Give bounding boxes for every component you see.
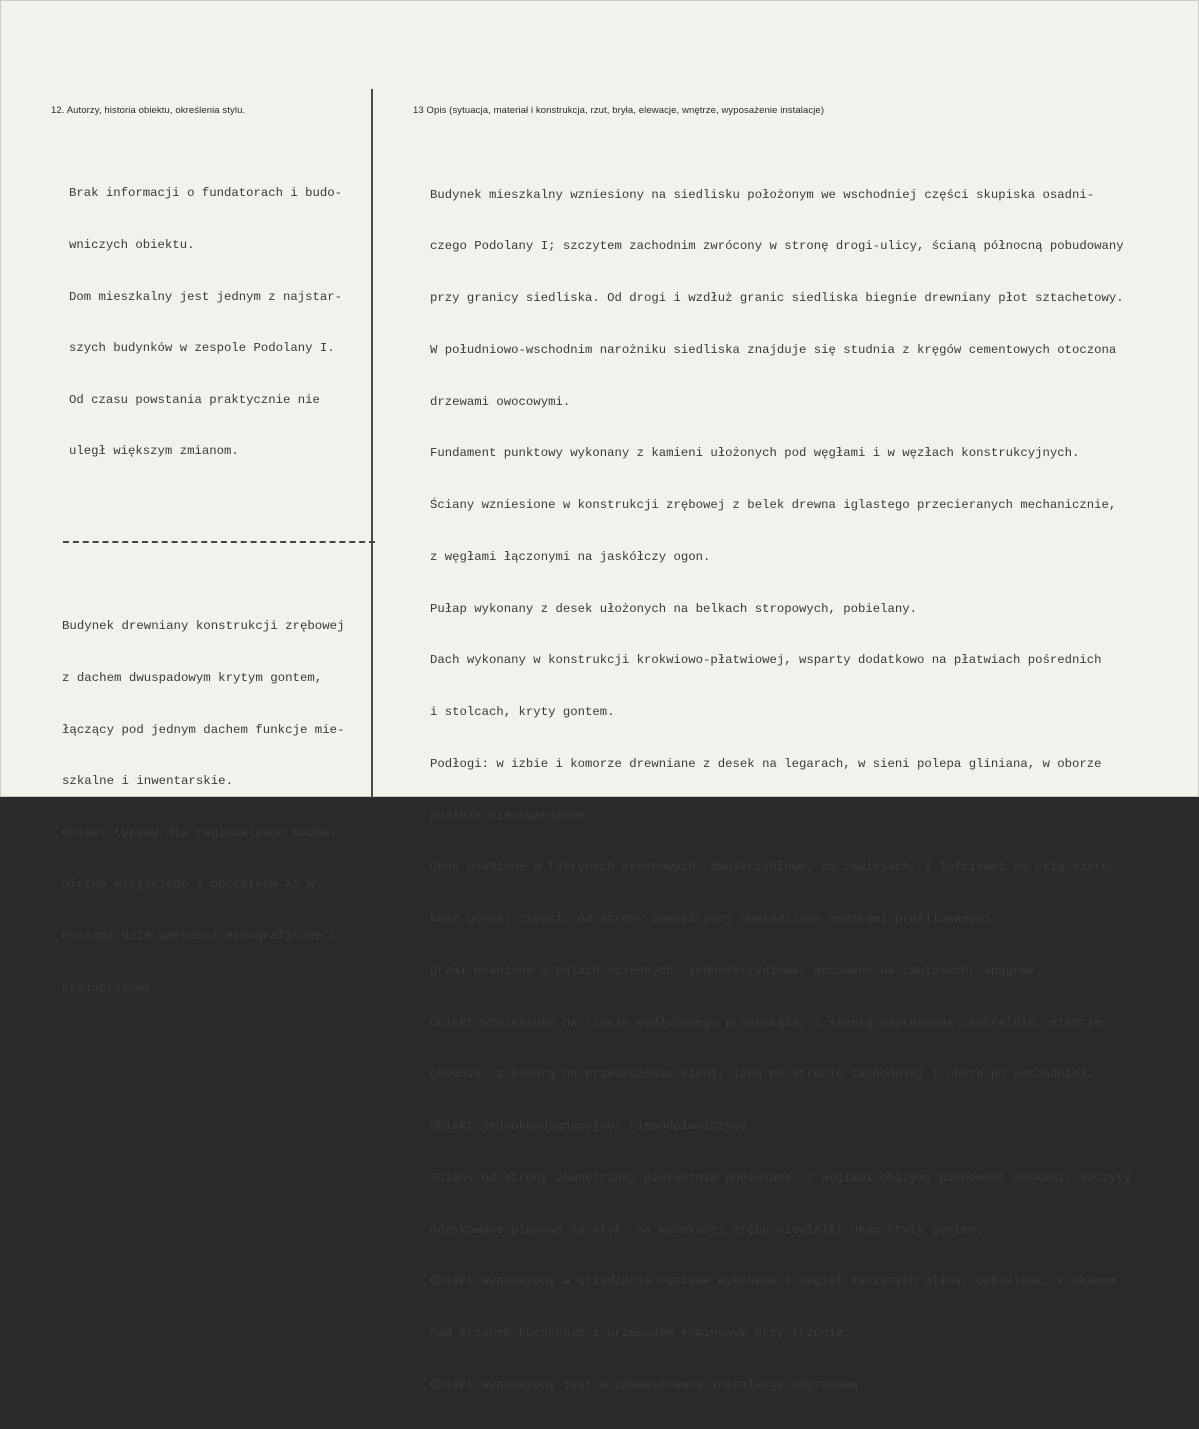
text-line: z węgłami łączonymi na jaskółczy ogon. [430,549,711,564]
text-line: podłoże nieutwardzane. [430,808,593,823]
text-line: Budynek drewniany konstrukcji zrębowej [62,619,345,634]
dashed-separator [63,541,375,543]
section-13-header: 13 Opis (sytuacja, materiał i konstrukcja, rzut, bryła, elewacje, wnętrze, wyposażenie instalacje) [413,105,825,116]
text-line: Dach wykonany w konstrukcji krokwiowo-płatwiowej, wsparty dodatkowo na płatwiach pośrednich [430,653,1102,668]
text-line: Fundament punktowy wykonany z kamieni ułożonych pod węgłami i w węzłach konstrukcyjnych. [430,446,1080,461]
text-line: Obiekt wyposażony w urządzenia ogniowe wykonane z cegieł łączonych gliną, pobielane, z okapem [430,1274,1117,1289]
text-line: chodnią, z komorą na przedłużeniu sieni, izbą po stronie zachodniej i oborą po wschodniej. [430,1067,1095,1082]
text-line: W południowo-wschodnim narożniku siedliska znajduje się studnia z kręgów cementowych otoczona [430,342,1117,357]
column-divider [371,89,373,798]
summary-text [62,584,345,1031]
text-line: Obiekt wyposażony jest w zdewastowaną instalację odgromową. [430,1377,866,1392]
text-line: Ściany wzniesione w konstrukcji zrębowej z belek drewna iglastego przecieranych mechanicznie, [430,498,1117,512]
text-line: Posiada duże wartości etnograficzne i [62,929,338,944]
text-line: szych budynków w zespole Podolany I. [69,341,335,356]
text-line: czego Podolany I; szczytem zachodnim zwrócony w stronę drogi-ulicy, ścianą północną pobudowany [430,239,1124,254]
text-line: Dom mieszkalny jest jednym z najstar- [69,289,343,304]
text-line: Okna osadzone w futrynach krosnowych, dwuskrzydłowe, na zawiasach, z lufcikami na całą szero- [430,860,1117,875]
text-line: Ściany od strony zewnętrznej pierwotnie pobielane, z węgłami obitymi pionowymi deskami, szczyty [430,1170,1132,1185]
text-line: krajobrazowe. [62,980,159,995]
text-line: nad trzonem kuchennym i przewodem kominowym przy trzonie. [430,1326,851,1340]
text-line: łączący pod jednym dachem funkcje mie- [62,722,345,737]
text-line: Pułap wykonany z desek ułożonych na belkach stropowych, pobielany. [430,601,918,616]
section-12-header: 12. Autorzy, historia obiektu, określenia stylu. [51,105,246,116]
text-line: Podłogi: w izbie i komorze drewniane z desek na legarach, w sieni polepa gliniana, w oborze [430,756,1102,771]
authors-history-text [69,151,342,495]
description-text [430,152,1131,1429]
text-line: Od czasu powstania praktycznie nie [69,392,320,407]
text-line: Brak informacji o fundatorach i budo- [69,186,343,201]
text-line: Budynek mieszkalny wzniesiony na siedlisku położonym we wschodniej części skupiska osadni- [430,187,1095,202]
text-line: Obiekt jednokondygnacyjny, niepodpiwniczony. [430,1119,755,1133]
text-line: z dachem dwuspadowym krytym gontem, [62,671,323,686]
text-line: wniczych obiektu. [69,238,195,253]
text-line: uległ większym zmianom. [69,444,239,459]
text-line: przy granicy siedliska. Od drogi i wzdłuż granic siedliska biegnie drewniany płot sztachetowy. [430,291,1124,305]
text-line: i stolcach, kryty gontem. [430,705,615,719]
text-line: Obiekt wzniesiony na rzucie wydłużonego prostokąta, z sienią usytuowaną centralnie, nieprze- [430,1015,1109,1030]
text-line: Obiekt typowy dla regionalnego budow- [62,825,338,840]
text-line: nictwa wiejskiego z początków XX w. [62,877,323,892]
text-line: szkalne i inwentarskie. [62,774,234,789]
text-line: Drzwi osadzone w balach ściennych, jednoskrzydłowe, mocowane na zawiasach, spągowe. [430,963,1043,978]
text-line: odeskowane pionowo na styk, na wysokości zrębu niewielki okap kryty gontem. [430,1222,984,1237]
text-line: kość górnej części, od strony zewnętrznej obwiedzione opaskami profilowanymi. [430,912,999,926]
text-line: drzewami owocowymi. [430,394,571,409]
